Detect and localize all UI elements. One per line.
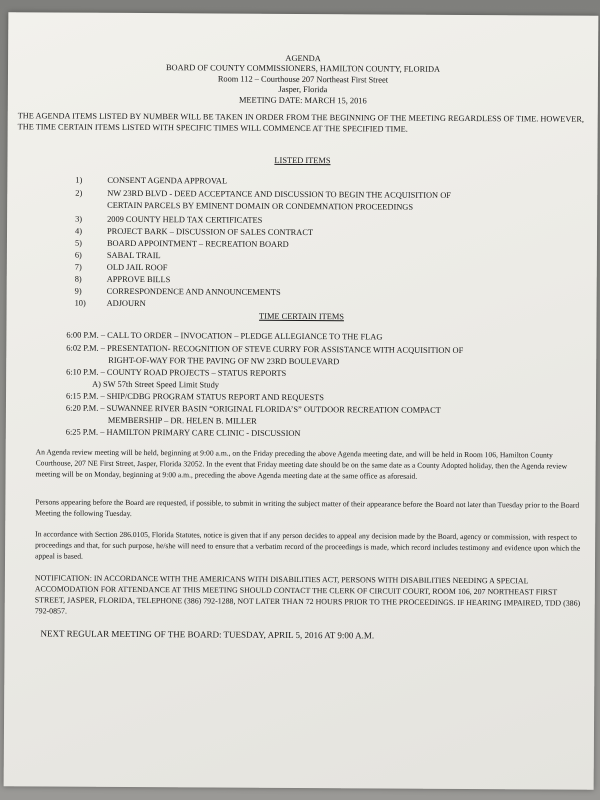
time-item-continued: RIGHT-OF-WAY FOR THE PAVING OF NW 23RD BOULEVARD	[108, 355, 340, 367]
time-item: 6:20 P.M. – SUWANNEE RIVER BASIN “ORIGINAL FLORIDA’S” OUTDOOR RECREATION COMPACT	[65, 403, 441, 415]
appeal-notice-paragraph: In accordance with Section 286.0105, Florida Statutes, notice is given that if any person decides to appeal any decision made by the Board, agency or commission, with respect to proceedings and that, for such purpose, he/she will need to ensure that a verbatim record of the proceedings is made, which record includes testimony and evidence upon which the appeal is based.	[35, 529, 581, 561]
ada-notification: NOTIFICATION: IN ACCORDANCE WITH THE AMERICANS WITH DISABILITIES ACT, PERSONS WITH DISABILITIES NEEDING A SPECIAL ACCOMODATION FOR ATTENDANCE AT THIS MEETING SHOULD CONTACT THE CLERK OF CIRCUIT COURT, ROOM 106, 207 NORTHEAST FIRST STREET, JASPER, FLORIDA, TELEPHONE (386) 792-1288, NOT LATER THAN 72 HOURS PRIOR TO THE PROCEEDINGS. IF HEARING IMPAIRED, TDD (386) 792-0857.	[34, 573, 581, 616]
agenda-header	[8, 52, 598, 108]
time-item-continued: MEMBERSHIP – DR. HELEN B. MILLER	[107, 415, 257, 426]
next-meeting: NEXT REGULAR MEETING OF THE BOARD: TUESDAY, APRIL 5, 2016 AT 9:00 A.M.	[40, 628, 375, 641]
agenda-page	[4, 12, 599, 790]
persons-appearing-paragraph: Persons appearing before the Board are requested, if possible, to submit in writing the subject matter of their appearance before the Board not later than Tuesday prior to the Board Meeting the following Tuesday.	[35, 497, 580, 518]
review-meeting-paragraph: An Agenda review meeting will be held, beginning at 9:00 a.m., on the Friday preceding the above Agenda meeting date, and will be held in Room 106, Hamilton County Courthouse, 207 NE First Street, Jasper, Florida 32052. In the event that Friday meeting date should be on the same date as a County Adopted holiday, then the Agenda review meeting will be on Monday, beginning at 9:00 a.m., preceding the above Agenda meeting date at the same office as aforesaid.	[35, 447, 568, 481]
time-subitem: A) SW 57th Street Speed Limit Study	[92, 379, 219, 390]
room-address: Room 112 – Courthouse 207 Northeast First Street	[217, 74, 389, 85]
agenda-title: AGENDA	[285, 53, 321, 64]
time-item: 6:00 P.M. – CALL TO ORDER – INVOCATION – PLEDGE ALLEGIANCE TO THE FLAG	[66, 330, 383, 342]
time-item: 6:15 P.M. – SHIP/CDBG PROGRAM STATUS REPORT AND REQUESTS	[65, 391, 324, 403]
board-name: BOARD OF COUNTY COMMISSIONERS, HAMILTON COUNTY, FLORIDA	[165, 63, 441, 75]
listed-items: 1) CONSENT AGENDA APPROVAL 2) NW 23RD BLVD - DEED ACCEPTANCE AND DISCUSSION TO BEGIN THE ACQUISITION OF CERTAIN PARCELS BY EMINENT DOMAIN OR CONDEMNATION PROCEEDINGS 3) 2009 COUNTY HELD TAX CERTIFICATES 4) PROJECT BARK – DISCUSSION OF SALES CONTRACT 5) BOARD APPOINTMENT – RECREATION BOARD 6) SABAL TRAIL 7) OLD JAIL ROOF 8) APPROVE BILLS 9) CORRESPONDENCE AND ANNOUNCEMENTS 10) ADJOURN	[74, 175, 451, 309]
time-certain-title: TIME CERTAIN ITEMS	[259, 311, 344, 322]
listed-items-title: LISTED ITEMS	[274, 155, 331, 166]
time-item: 6:25 P.M. – HAMILTON PRIMARY CARE CLINIC - DISCUSSION	[65, 427, 301, 438]
meeting-date: MEETING DATE: MARCH 15, 2016	[238, 95, 367, 106]
intro-paragraph: THE AGENDA ITEMS LISTED BY NUMBER WILL BE TAKEN IN ORDER FROM THE BEGINNING OF THE MEETING REGARDLESS OF TIME. HOWEVER, THE TIME CERTAIN ITEMS LISTED WITH SPECIFIC TIMES WILL COMMENCE AT THE SPECIFIED TIME.	[17, 111, 585, 134]
city: Jasper, Florida	[278, 85, 328, 95]
time-item: 6:02 P.M. – PRESENTATION- RECOGNITION OF STEVE CURRY FOR ASSISTANCE WITH ACQUISITION OF	[66, 343, 464, 355]
time-item: 6:10 P.M. – COUNTY ROAD PROJECTS – STATUS REPORTS	[66, 367, 287, 378]
